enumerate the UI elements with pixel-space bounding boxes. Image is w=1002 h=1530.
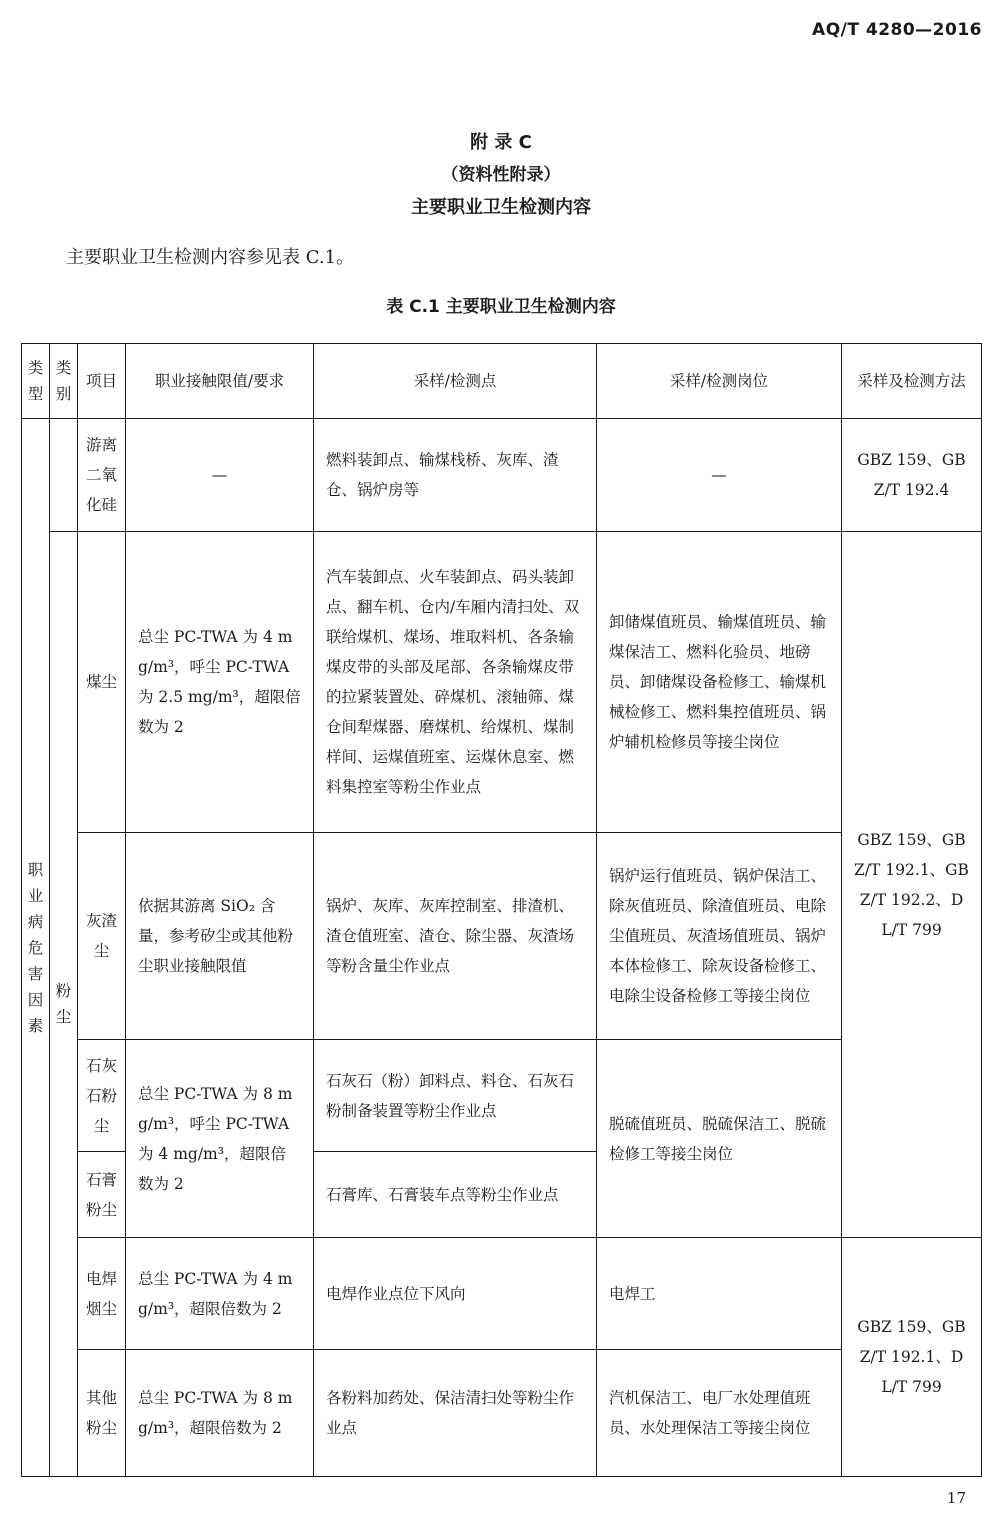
header-method: 采样及检测方法 (842, 344, 982, 419)
item-cell: 煤尘 (78, 532, 126, 833)
limit-cell-shared: 总尘 PC-TWA 为 8 mg/m³，呼尘 PC-TWA 为 4 mg/m³，超限倍数为 2 (126, 1040, 314, 1238)
table-row (22, 1238, 982, 1350)
header-item: 项目 (78, 344, 126, 419)
detection-table (21, 343, 982, 1477)
appendix-heading: 主要职业卫生检测内容 (411, 197, 591, 218)
header-type: 类型 (22, 344, 50, 419)
header-limit: 职业接触限值/要求 (126, 344, 314, 419)
table-row (22, 833, 982, 1040)
appendix-nature: （资料性附录） (441, 165, 561, 185)
posts-cell: 卸储煤值班员、输煤值班员、输煤保洁工、燃料化验员、地磅员、卸储煤设备检修工、输煤机械检修工、燃料集控值班员、锅炉辅机检修员等接尘岗位 (597, 532, 842, 833)
limit-cell: 总尘 PC-TWA 为 4 mg/m³，呼尘 PC-TWA 为 2.5 mg/m³，超限倍数为 2 (126, 532, 314, 833)
points-cell: 燃料装卸点、输煤栈桥、灰库、渣仓、锅炉房等 (314, 419, 597, 532)
item-cell: 游离二氧化硅 (78, 419, 126, 532)
table-row (22, 1040, 982, 1152)
category-cell: 粉尘 (50, 532, 78, 1477)
item-cell: 石膏粉尘 (78, 1152, 126, 1238)
item-cell: 石灰石粉尘 (78, 1040, 126, 1152)
posts-cell-shared: 脱硫值班员、脱硫保洁工、脱硫检修工等接尘岗位 (597, 1040, 842, 1238)
table-header-row (22, 344, 982, 419)
posts-cell: 锅炉运行值班员、锅炉保洁工、除灰值班员、除渣值班员、电除尘值班员、灰渣场值班员、锅炉本体检修工、除灰设备检修工、电除尘设备检修工等接尘岗位 (597, 833, 842, 1040)
method-cell-shared: GBZ 159、GBZ/T 192.1、DL/T 799 (842, 1238, 982, 1477)
points-cell: 石灰石（粉）卸料点、料仓、石灰石粉制备装置等粉尘作业点 (314, 1040, 597, 1152)
table-caption: 表 C.1 主要职业卫生检测内容 (386, 297, 616, 317)
standard-code: AQ/T 4280—2016 (812, 20, 982, 40)
points-cell: 石膏库、石膏装车点等粉尘作业点 (314, 1152, 597, 1238)
page-number: 17 (946, 1489, 966, 1507)
points-cell: 各粉料加药处、保洁清扫处等粉尘作业点 (314, 1350, 597, 1477)
limit-cell: 依据其游离 SiO₂ 含量，参考矽尘或其他粉尘职业接触限值 (126, 833, 314, 1040)
header-posts: 采样/检测岗位 (597, 344, 842, 419)
posts-cell: 汽机保洁工、电厂水处理值班员、水处理保洁工等接尘岗位 (597, 1350, 842, 1477)
table-row (22, 419, 982, 532)
points-cell: 锅炉、灰库、灰库控制室、排渣机、渣仓值班室、渣仓、除尘器、灰渣场等粉含量尘作业点 (314, 833, 597, 1040)
intro-text: 主要职业卫生检测内容参见表 C.1。 (66, 247, 355, 268)
item-cell: 其他粉尘 (78, 1350, 126, 1477)
method-cell-shared: GBZ 159、GBZ/T 192.1、GBZ/T 192.2、DL/T 799 (842, 532, 982, 1238)
type-cell: 职业病危害因素 (22, 419, 50, 1477)
item-cell: 电焊烟尘 (78, 1238, 126, 1350)
table-row (22, 532, 982, 833)
points-cell: 电焊作业点位下风向 (314, 1238, 597, 1350)
points-cell: 汽车装卸点、火车装卸点、码头装卸点、翻车机、仓内/车厢内清扫处、双联给煤机、煤场、堆取料机、各条输煤皮带的头部及尾部、各条输煤皮带的拉紧装置处、碎煤机、滚轴筛、煤仓间犁煤器、磨煤机、给煤机、煤制样间、运煤值班室、运煤休息室、燃料集控室等粉尘作业点 (314, 532, 597, 833)
header-points: 采样/检测点 (314, 344, 597, 419)
posts-cell: 电焊工 (597, 1238, 842, 1350)
header-category: 类别 (50, 344, 78, 419)
limit-cell: — (126, 419, 314, 532)
table-row (22, 1350, 982, 1477)
limit-cell: 总尘 PC-TWA 为 4 mg/m³，超限倍数为 2 (126, 1238, 314, 1350)
method-cell: GBZ 159、GBZ/T 192.4 (842, 419, 982, 532)
posts-cell: — (597, 419, 842, 532)
item-cell: 灰渣尘 (78, 833, 126, 1040)
category-cell-empty (50, 419, 78, 532)
appendix-title: 附 录 C (470, 132, 532, 153)
limit-cell: 总尘 PC-TWA 为 8 mg/m³，超限倍数为 2 (126, 1350, 314, 1477)
